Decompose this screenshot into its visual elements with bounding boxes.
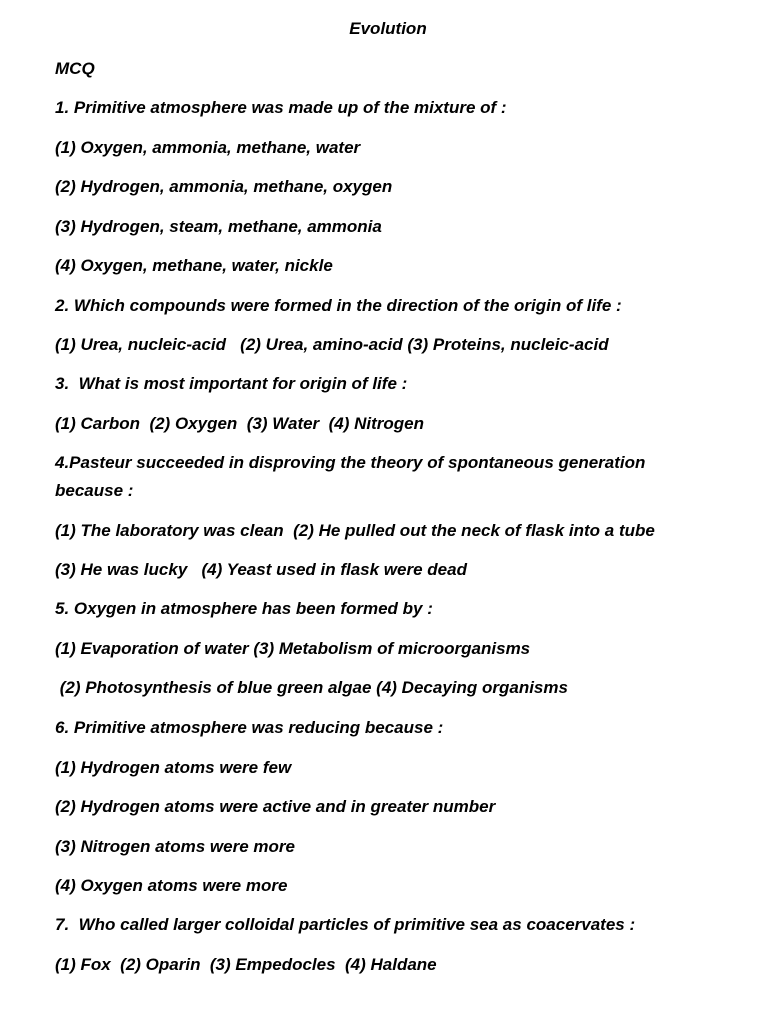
q6-option-2: (2) Hydrogen atoms were active and in greater number (55, 797, 496, 816)
q1-option-3: (3) Hydrogen, steam, methane, ammonia (55, 217, 382, 236)
section-heading: MCQ (55, 59, 95, 78)
q3-options: (1) Carbon (2) Oxygen (3) Water (4) Nitrogen (55, 414, 425, 433)
q6-option-4: (4) Oxygen atoms were more (55, 876, 288, 895)
q5-options-b: (2) Photosynthesis of blue green algae (4) Decaying organisms (55, 678, 568, 697)
q1-option-2: (2) Hydrogen, ammonia, methane, oxygen (55, 177, 393, 196)
q1-option-1: (1) Oxygen, ammonia, methane, water (55, 138, 361, 157)
q7-options: (1) Fox (2) Oparin (3) Empedocles (4) Haldane (55, 955, 437, 974)
q6-option-1: (1) Hydrogen atoms were few (55, 758, 292, 777)
q6-option-3: (3) Nitrogen atoms were more (55, 837, 295, 856)
q1-option-4: (4) Oxygen, methane, water, nickle (55, 256, 333, 275)
question-7: 7. Who called larger colloidal particles of primitive sea as coacervates : (55, 915, 636, 934)
question-3: 3. What is most important for origin of life : (55, 374, 408, 393)
q5-options-a: (1) Evaporation of water (3) Metabolism of microorganisms (55, 639, 531, 658)
document-title: Evolution (349, 19, 427, 38)
question-6: 6. Primitive atmosphere was reducing because : (55, 718, 444, 737)
question-4: 4.Pasteur succeeded in disproving the theory of spontaneous generation (55, 453, 646, 472)
question-5: 5. Oxygen in atmosphere has been formed by : (55, 599, 433, 618)
question-4-continued: because : (55, 481, 134, 500)
q2-options: (1) Urea, nucleic-acid (2) Urea, amino-acid (3) Proteins, nucleic-acid (55, 335, 609, 354)
q4-options-b: (3) He was lucky (4) Yeast used in flask were dead (55, 560, 467, 579)
question-1: 1. Primitive atmosphere was made up of the mixture of : (55, 98, 507, 117)
q4-options-a: (1) The laboratory was clean (2) He pulled out the neck of flask into a tube (55, 521, 655, 540)
question-2: 2. Which compounds were formed in the direction of the origin of life : (55, 296, 622, 315)
